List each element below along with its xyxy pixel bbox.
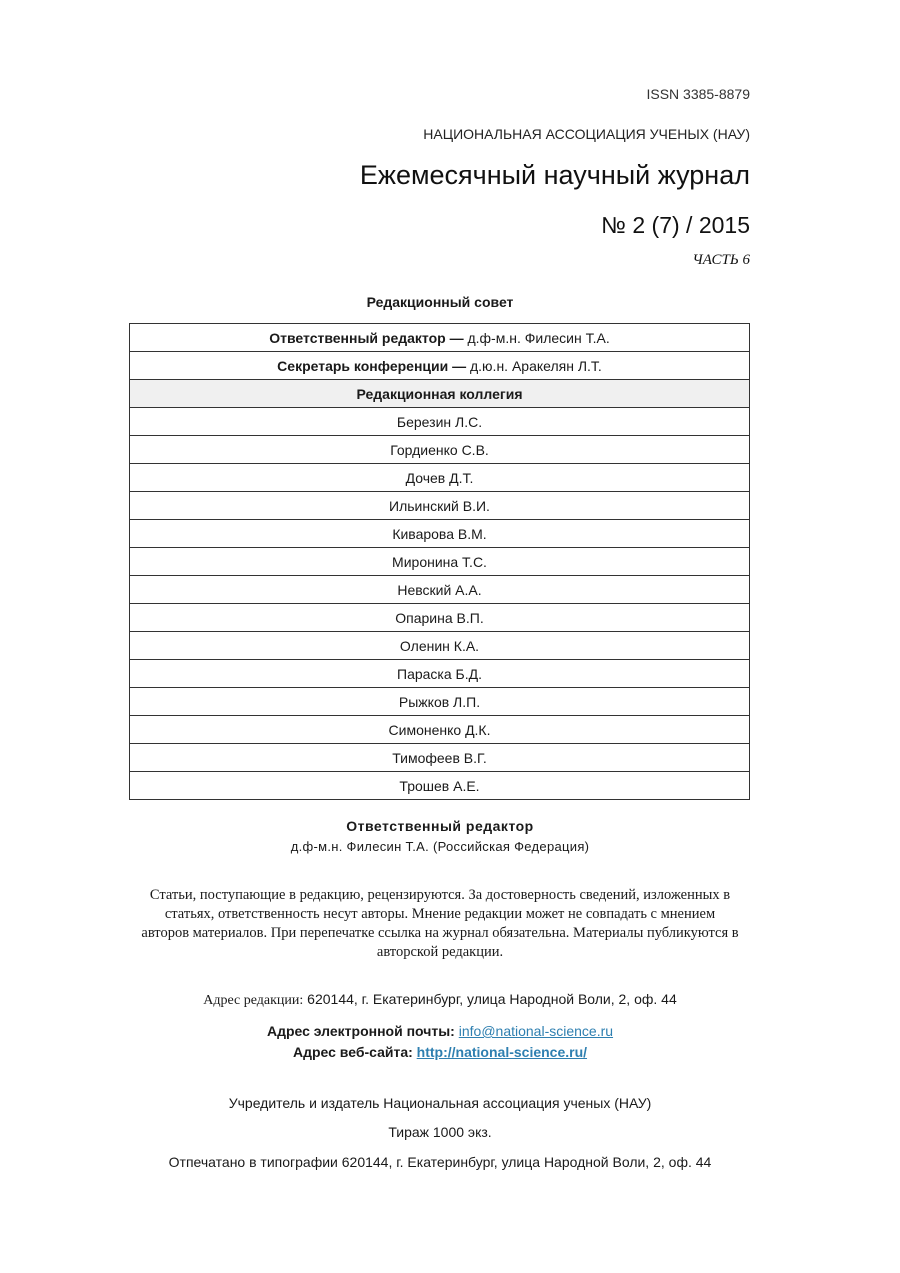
board-member: Параска Б.Д. [130,660,750,688]
board-member: Тимофеев В.Г. [130,744,750,772]
table-row [130,324,750,352]
editorial-board-table [129,323,750,800]
chief-editor-cell [130,324,750,352]
board-member: Ильинский В.И. [130,492,750,520]
table-row [130,520,750,548]
issn-number: ISSN 3385-8879 [646,86,750,102]
association-name: НАЦИОНАЛЬНАЯ АССОЦИАЦИЯ УЧЕНЫХ (НАУ) [423,126,750,142]
table-row [130,492,750,520]
board-member: Оленин К.А. [130,632,750,660]
table-row [130,576,750,604]
table-row [130,464,750,492]
board-member: Симоненко Д.К. [130,716,750,744]
board-member: Миронина Т.С. [130,548,750,576]
email-line [0,1023,880,1039]
board-member: Трошев А.Е. [130,772,750,800]
board-member: Рыжков Л.П. [130,688,750,716]
board-member: Опарина В.П. [130,604,750,632]
table-row [130,548,750,576]
table-row [130,660,750,688]
table-row [130,632,750,660]
secretary-label: Секретарь конференции — [277,357,467,374]
table-row [130,604,750,632]
website-label: Адрес веб-сайта: [292,1044,417,1060]
circulation-line: Тираж 1000 экз. [388,1124,492,1140]
publisher-line: Учредитель и издатель Национальная ассоциация ученых (НАУ) [228,1095,652,1111]
responsible-editor-name: д.ф-м.н. Филесин Т.А. (Российская Федерация) [290,839,590,854]
table-row [130,772,750,800]
table-row [130,688,750,716]
address-label: Адрес редакции: [203,993,304,1008]
secretary-value: д.ю.н. Аракелян Л.Т. [466,357,602,374]
website-line [0,1044,880,1060]
table-row [130,380,750,408]
board-member: Дочев Д.Т. [130,464,750,492]
issue-number: № 2 (7) / 2015 [601,212,750,238]
council-caption: Редакционный совет [366,294,514,310]
chief-editor-label: Ответственный редактор — [269,329,464,346]
responsible-editor-title: Ответственный редактор [346,818,534,834]
secretary-cell [130,352,750,380]
editorial-notice: Статьи, поступающие в редакцию, рецензируются. За достоверность сведений, изложенных в статьях, ответственность несут авторы. Мнение редакции может не совпадать с мнением авторов материалов. При перепечатке ссылка на журнал обязательна. Материалы публикуются в авторской редакции. [141,887,739,960]
website-link[interactable]: http://national-science.ru/ [416,1044,588,1060]
table-row [130,436,750,464]
table-row [130,744,750,772]
email-label: Адрес электронной почты: [266,1023,459,1039]
board-member: Березин Л.С. [130,408,750,436]
board-member: Гордиенко С.В. [130,436,750,464]
table-row [130,716,750,744]
editorial-address [0,991,880,1009]
part-number: ЧАСТЬ 6 [692,252,750,268]
table-row [130,408,750,436]
chief-editor-value: д.ф-м.н. Филесин Т.А. [463,329,610,346]
journal-title: Ежемесячный научный журнал [359,160,750,190]
college-header: Редакционная коллегия [130,380,750,408]
email-link[interactable]: info@national-science.ru [458,1023,614,1039]
board-member: Невский А.А. [130,576,750,604]
printed-line: Отпечатано в типографии 620144, г. Екатеринбург, улица Народной Воли, 2, оф. 44 [168,1154,712,1170]
table-row [130,352,750,380]
board-member: Киварова В.М. [130,520,750,548]
address-value: 620144, г. Екатеринбург, улица Народной Воли, 2, оф. 44 [303,991,677,1007]
